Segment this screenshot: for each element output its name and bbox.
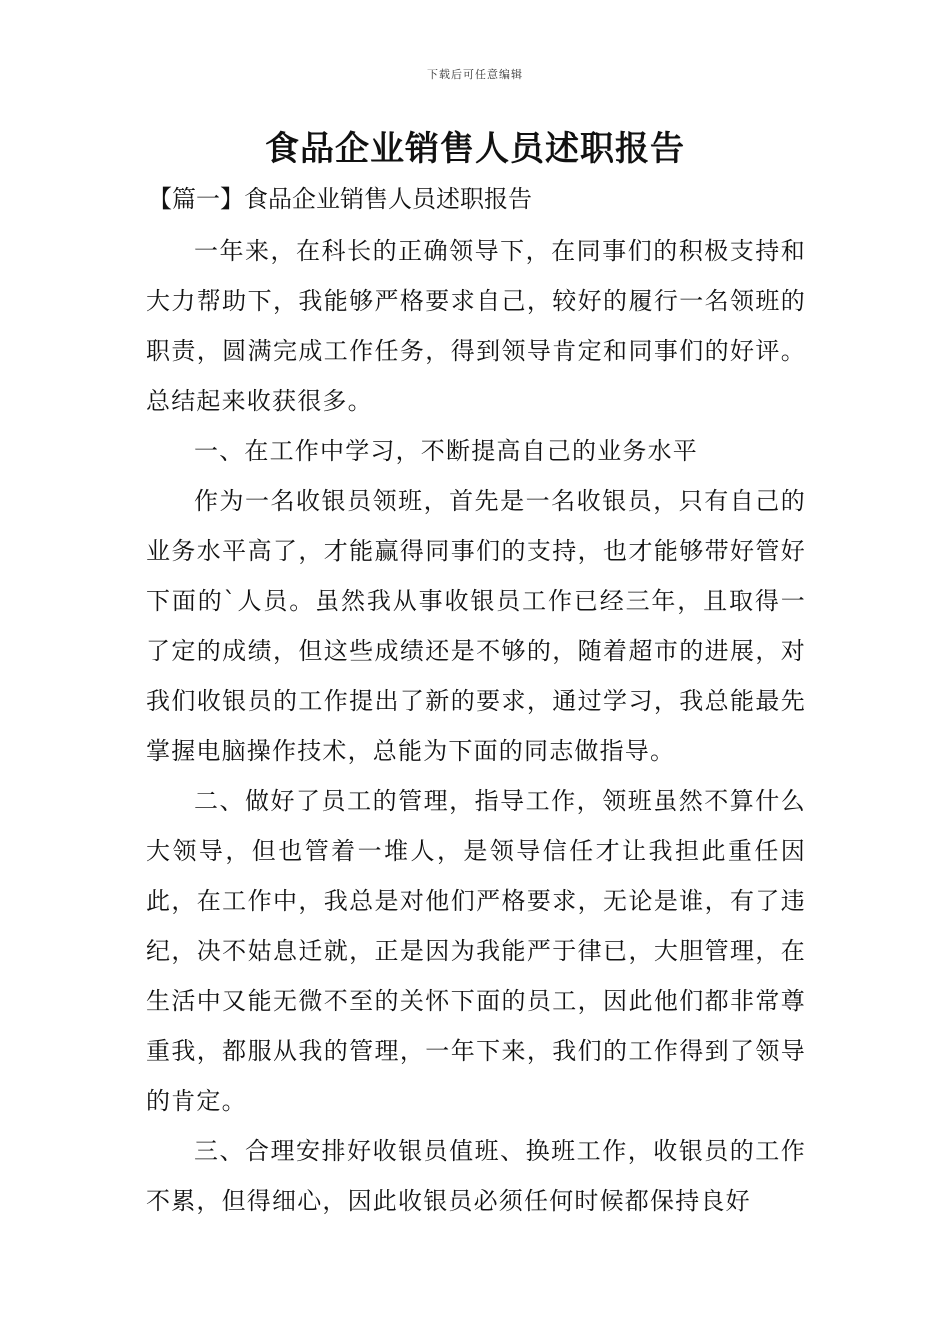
paragraph-heading-one: 一、在工作中学习，不断提高自己的业务水平 — [194, 437, 698, 465]
header-note: 下载后可任意编辑 — [427, 68, 523, 81]
paragraph-shift-arrangement: 三、合理安排好收银员值班、换班工作，收银员的工作不累，但得细心，因此收银员必须任何时候都保持良好 — [146, 1137, 806, 1215]
body-text — [146, 226, 806, 1226]
paragraph-cashier-lead: 作为一名收银员领班，首先是一名收银员，只有自己的业务水平高了，才能赢得同事们的支持，也才能够带好管好下面的`人员。虽然我从事收银员工作已经三年，且取得一了定的成绩，但这些成绩还是不够的，随着超市的进展，对我们收银员的工作提出了新的要求，通过学习，我总能最先掌握电脑操作技术，总能为下面的同志做指导。 — [146, 487, 806, 765]
section-subtitle: 【篇一】食品企业销售人员述职报告 — [148, 185, 532, 213]
paragraph-staff-management: 二、做好了员工的管理，指导工作，领班虽然不算什么大领导，但也管着一堆人，是领导信任才让我担此重任因此，在工作中，我总是对他们严格要求，无论是谁，有了违纪，决不姑息迁就，正是因为我能严于律已，大胆管理，在生活中又能无微不至的关怀下面的员工，因此他们都非常尊重我，都服从我的管理，一年下来，我们的工作得到了领导的肯定。 — [146, 787, 806, 1115]
paragraph-intro: 一年来，在科长的正确领导下，在同事们的积极支持和大力帮助下，我能够严格要求自己，较好的履行一名领班的职责，圆满完成工作任务，得到领导肯定和同事们的好评。总结起来收获很多。 — [146, 237, 806, 415]
document-title: 食品企业销售人员述职报告 — [265, 129, 685, 169]
